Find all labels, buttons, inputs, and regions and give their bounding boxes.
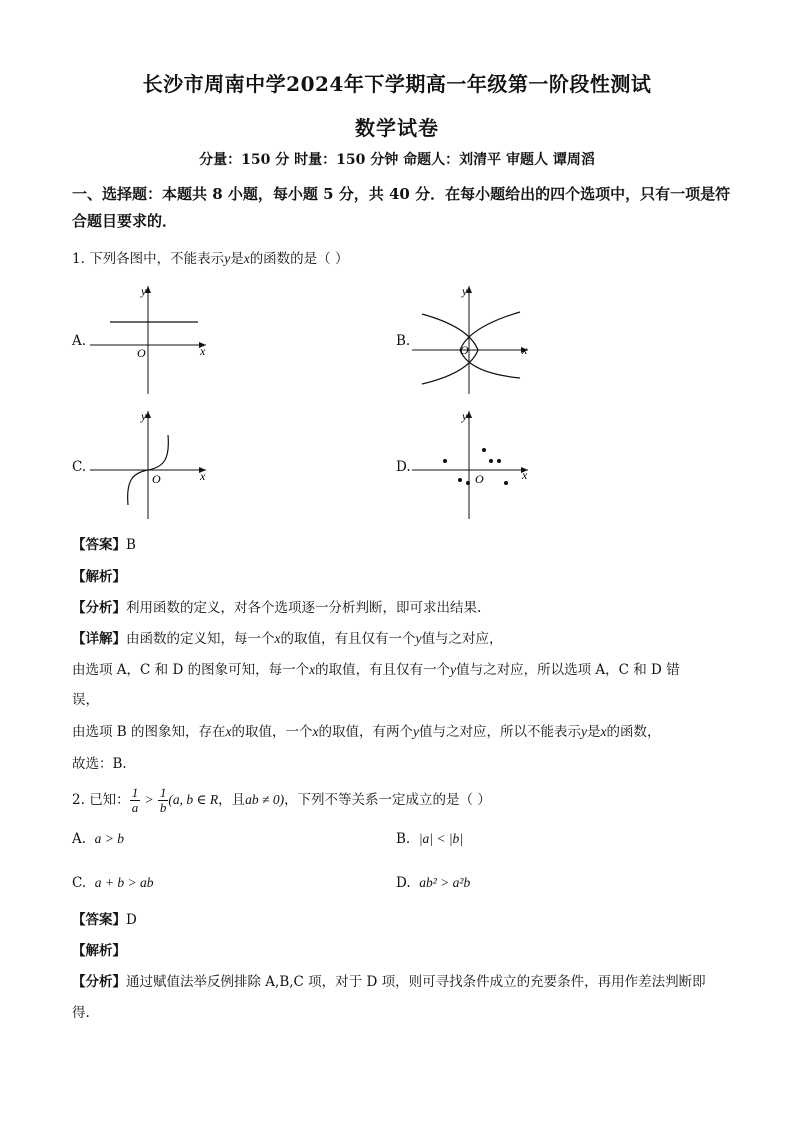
q1-option-b-label: B. [396,333,411,349]
q1-xiangjie-2: 由选项 A，C 和 D 的图象可知，每一个x的取值，有且仅有一个y值与之对应，所以选项 A，C 和 D 错 [72,662,680,678]
q2-option-a: A. a > b [72,831,125,847]
q2-option-c: C. a + b > ab [72,875,154,891]
exam-meta: 分量：150 分 时量：150 分钟 命题人：刘清平 审题人 谭周滔 [199,152,595,168]
q1-graph-c [90,407,220,522]
q1-graph-a [90,282,220,397]
q1-xiangjie-5: 故选：B. [72,756,127,772]
q2-option-d: D. ab² > a²b [396,875,471,891]
q1-fenxi: 【分析】利用函数的定义，对各个选项逐一分析判断，即可求出结果. [72,600,482,616]
q2-option-b: B. |a| < |b| [396,831,464,847]
q1-xiangjie-1: 【详解】由函数的定义知，每一个x的取值，有且仅有一个y值与之对应， [72,631,503,647]
q1-graph-b [412,282,542,397]
q1-stem: 1. 下列各图中，不能表示y是x的函数的是（ ） [72,251,349,267]
q2-answer: 【答案】D [72,912,137,928]
svg-text:y: y [462,284,468,298]
q2-fenxi-1: 【分析】通过赋值法举反例排除 A,B,C 项，对于 D 项，则可寻找条件成立的充要条件，再用作差法判断即 [72,974,706,990]
q2-fenxi-2: 得. [72,1005,90,1021]
q1-analysis-label: 【解析】 [72,569,126,585]
q1-option-a-label: A. [72,333,87,349]
q1-option-c-label: C. [72,459,87,475]
svg-text:x: x [522,468,528,482]
frac-1-over-b: $\frac{1}{b}$ [159,785,167,815]
svg-text:x: x [522,343,528,357]
q1-option-d-label: D. [396,459,411,475]
q1-xiangjie-4: 由选项 B 的图象知，存在x的取值，一个x的取值，有两个y值与之对应，所以不能表示y是x的函数， [72,724,661,740]
q1-graph-d [412,407,542,522]
page-subtitle: 数学试卷 [355,116,439,140]
frac-1-over-a: $\frac{1}{a}$ [131,785,139,815]
q2-analysis-label: 【解析】 [72,943,126,959]
svg-text:O: O [475,472,484,486]
q2-stem: 2. 已知： $\frac{1}{a}$ > $\frac{1}{b}$ (a, b ∈ R，且ab ≠ 0)，下列不等关系一定成立的是（ ） [72,785,491,815]
q1-answer: 【答案】B [72,537,136,553]
svg-text:y: y [462,409,468,423]
svg-text:y: y [141,284,147,298]
page-title: 长沙市周南中学2024年下学期高一年级第一阶段性测试 [142,72,652,96]
svg-text:O: O [460,343,469,357]
q1-xiangjie-3: 误， [72,692,99,708]
svg-text:x: x [200,469,206,483]
svg-text:O: O [152,472,161,486]
svg-text:O: O [137,346,146,360]
svg-text:x: x [200,344,206,358]
section-heading: 一、选择题：本题共 8 小题，每小题 5 分，共 40 分．在每小题给出的四个选项中，只有一项是符合题目要求的． [72,185,731,230]
svg-text:y: y [141,409,147,423]
